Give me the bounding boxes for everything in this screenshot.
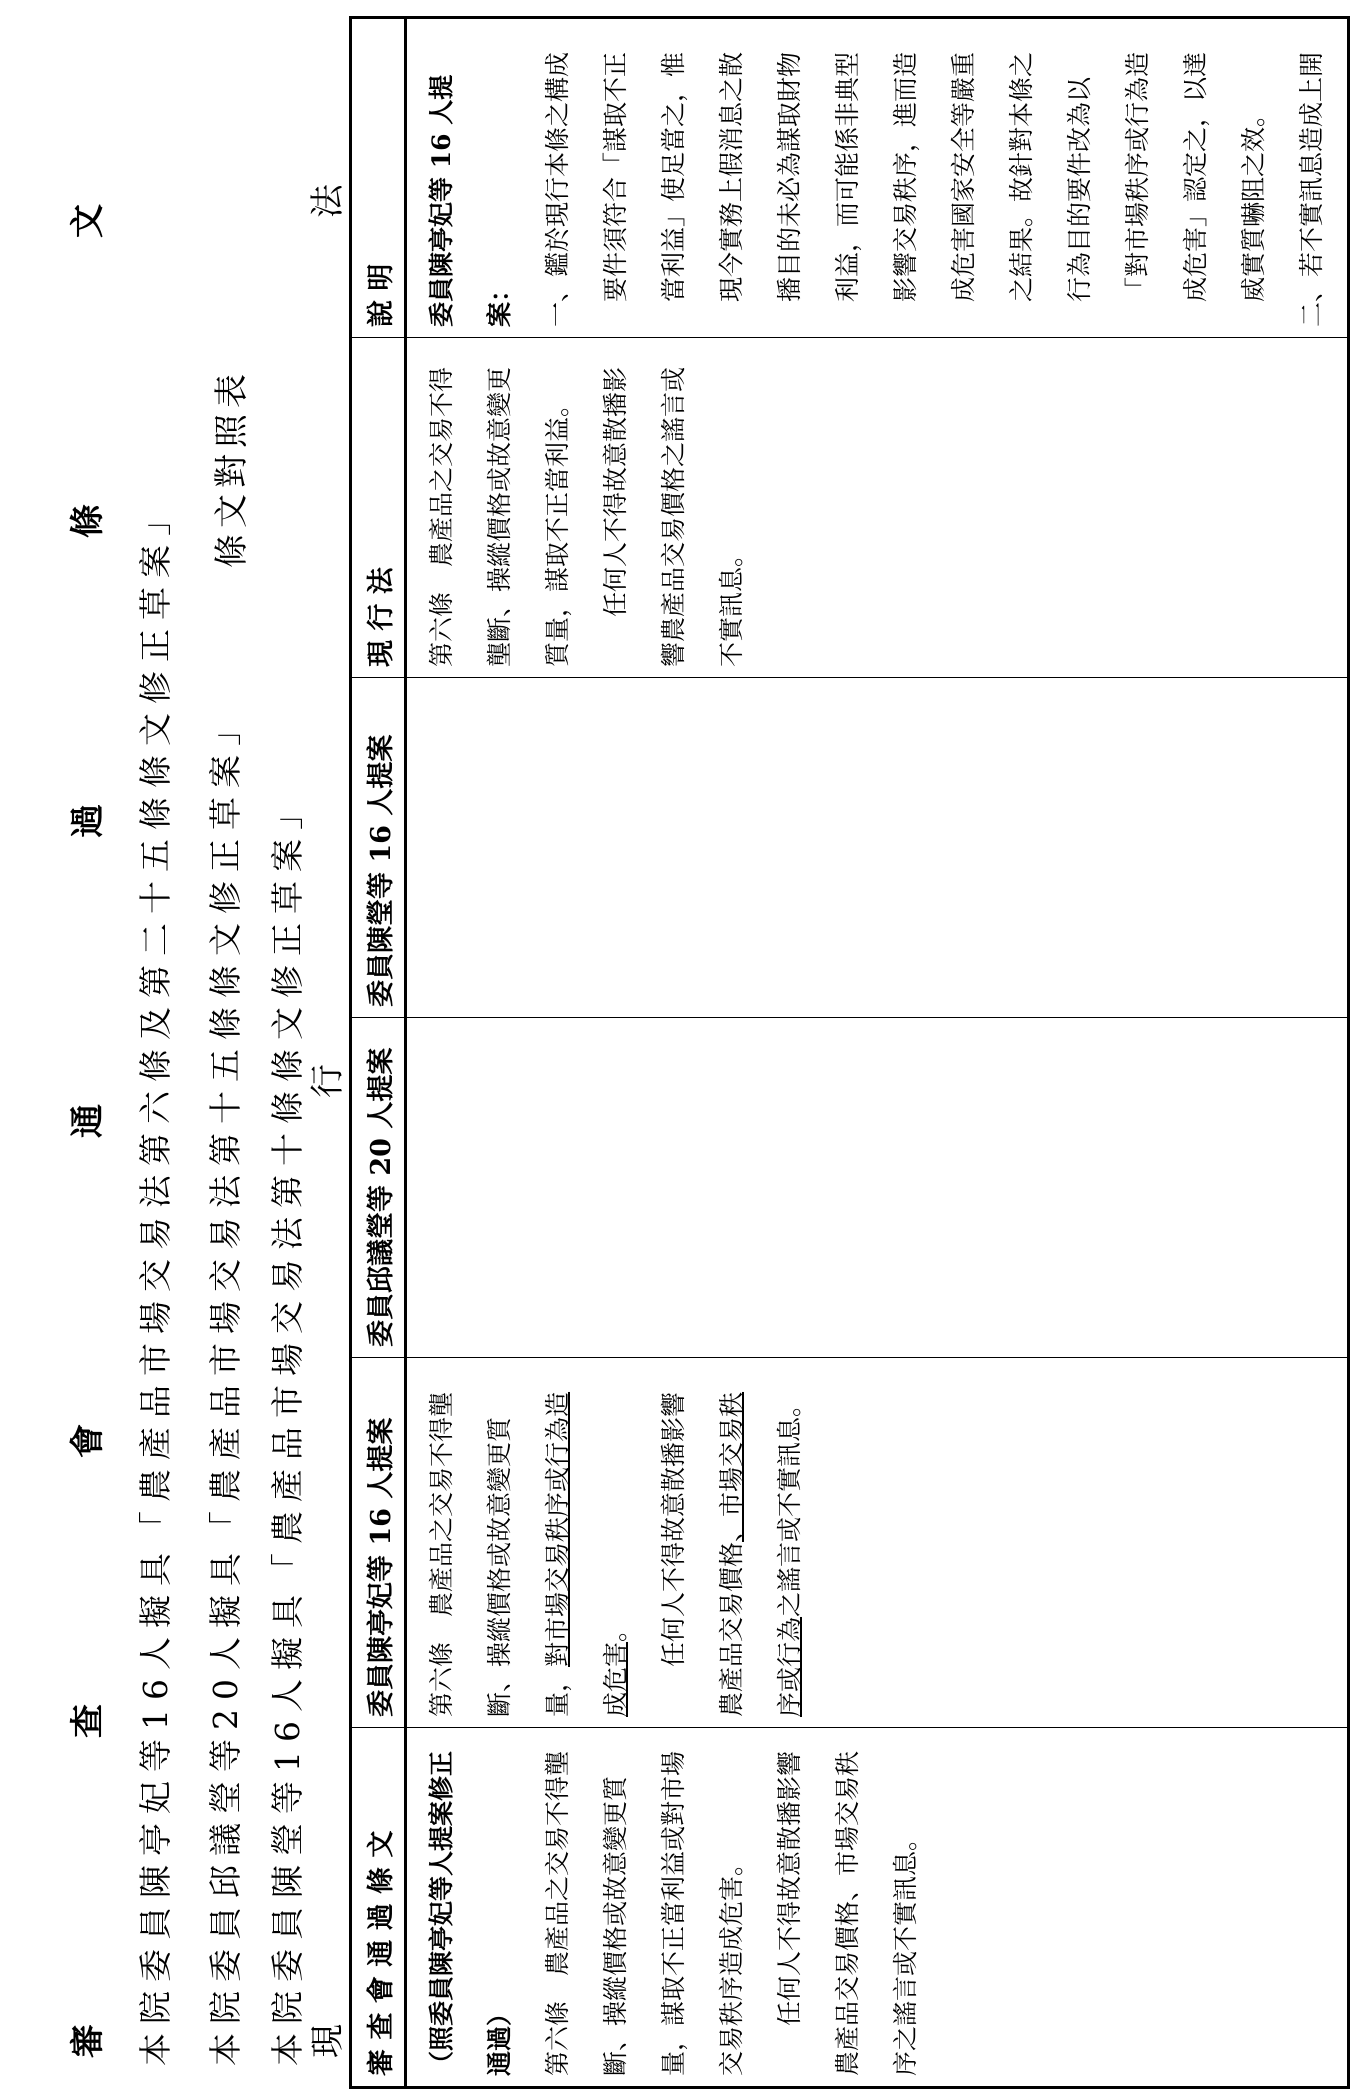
heading-char: 過 [68,804,108,838]
review-para-1: 農產品之交易不得壟斷、操縱價格或故意變更質量，謀取不正當利益或對市場交易秩序造成危害。 [543,1750,746,2076]
heading-char: 會 [68,1424,108,1458]
heading-char: 審 [68,2024,108,2058]
proposal-line-1: 本院委員陳亭妃等16人擬具「農產品市場交易法第六條及第二十五條條文修正草案」 [136,494,175,2066]
side-label-xian: 現 [308,2018,348,2058]
header-review: 審 查 會 通 過 條 文 [351,1728,406,2088]
chen-para-1-underlined: 對市場交易秩序或行為造成危害 [543,1391,630,1717]
heading-char: 條 [68,504,108,538]
law-para-1: 農產品之交易不得壟斷、操縱價格或故意變更質量，謀取不正當利益。 [427,366,572,667]
compare-table-label: 條文對照表 [212,368,252,568]
law-para-2: 任何人不得故意散播影響農產品交易價格之謠言或不實訊息。 [601,366,746,667]
header-chen-ying: 委員陳瑩等 16 人提案 [351,678,406,1018]
explanation-title: 委員陳亭妃等 16 人提案： [427,74,514,327]
review-para-2: 任何人不得故意散播影響農產品交易價格、市場交易秩序之謠言或不實訊息。 [775,1750,920,2076]
chen-para-2b: 之謠言或不實訊息。 [775,1391,804,1617]
chen-para-2a: 任何人不得故意散播影響農產品交易價格 [659,1391,746,1717]
chen-para-1b: 。 [601,1616,630,1642]
cell-qiu-yiying [406,1018,1349,1358]
chen-para-2-underlined-1: 、市場交易秩序 [717,1391,804,1717]
header-current-law: 現 行 法 [351,338,406,678]
proposal-line-3: 本院委員陳瑩等16人擬具「農產品市場交易法第十條條文修正草案」 [268,788,307,2066]
header-explanation: 說 明 [351,18,406,338]
explanation-item-2: 二、若不實訊息造成上開 [1297,51,1326,327]
chen-para-1a: 農產品之交易不得壟斷、操縱價格或故意變更質量， [427,1391,572,1717]
cell-explanation [406,18,1349,338]
review-note: （照委員陳亭妃等人提案修正通過） [427,1750,514,2076]
proposal-line-2: 本院委員邱議瑩等20人擬具「農產品市場交易法第十五條條文修正草案」 [206,704,245,2066]
review-article: 第六條 [543,2000,572,2076]
chen-para-2-underlined-2: 或行為 [775,1616,804,1692]
cell-current-law [406,338,1349,678]
law-article: 第六條 [427,591,456,667]
comparison-table [349,16,1350,2089]
document-heading [60,0,108,2098]
cell-chen-tingfei [406,1358,1349,1728]
explanation-item-1: 一、鑑於現行本條之構成要件須符合「謀取不正當利益」使足當之，惟現今實務上假消息之散播目的未必為謀取財物利益，而可能係非典型影響交易秩序，進而造成危害國家安全等嚴重之結果。故針對本條之行為目的要件改為以「對市場秩序或行為造成危害」認定之，以達威實質嚇阻之效。 [543,51,1268,327]
chen-article: 第六條 [427,1641,456,1717]
cell-review [406,1728,1349,2088]
heading-char: 文 [68,204,108,238]
side-label-fa: 法 [308,178,348,218]
heading-char: 查 [68,1704,108,1738]
header-chen-tingfei: 委員陳亭妃等 16 人提案 [351,1358,406,1728]
table-header-row [351,18,406,2088]
cell-chen-ying [406,678,1349,1018]
table-row [406,18,1349,2088]
heading-char: 通 [68,1104,108,1138]
side-label-xing: 行 [308,1058,348,1098]
header-qiu-yiying: 委員邱議瑩等 20 人提案 [351,1018,406,1358]
